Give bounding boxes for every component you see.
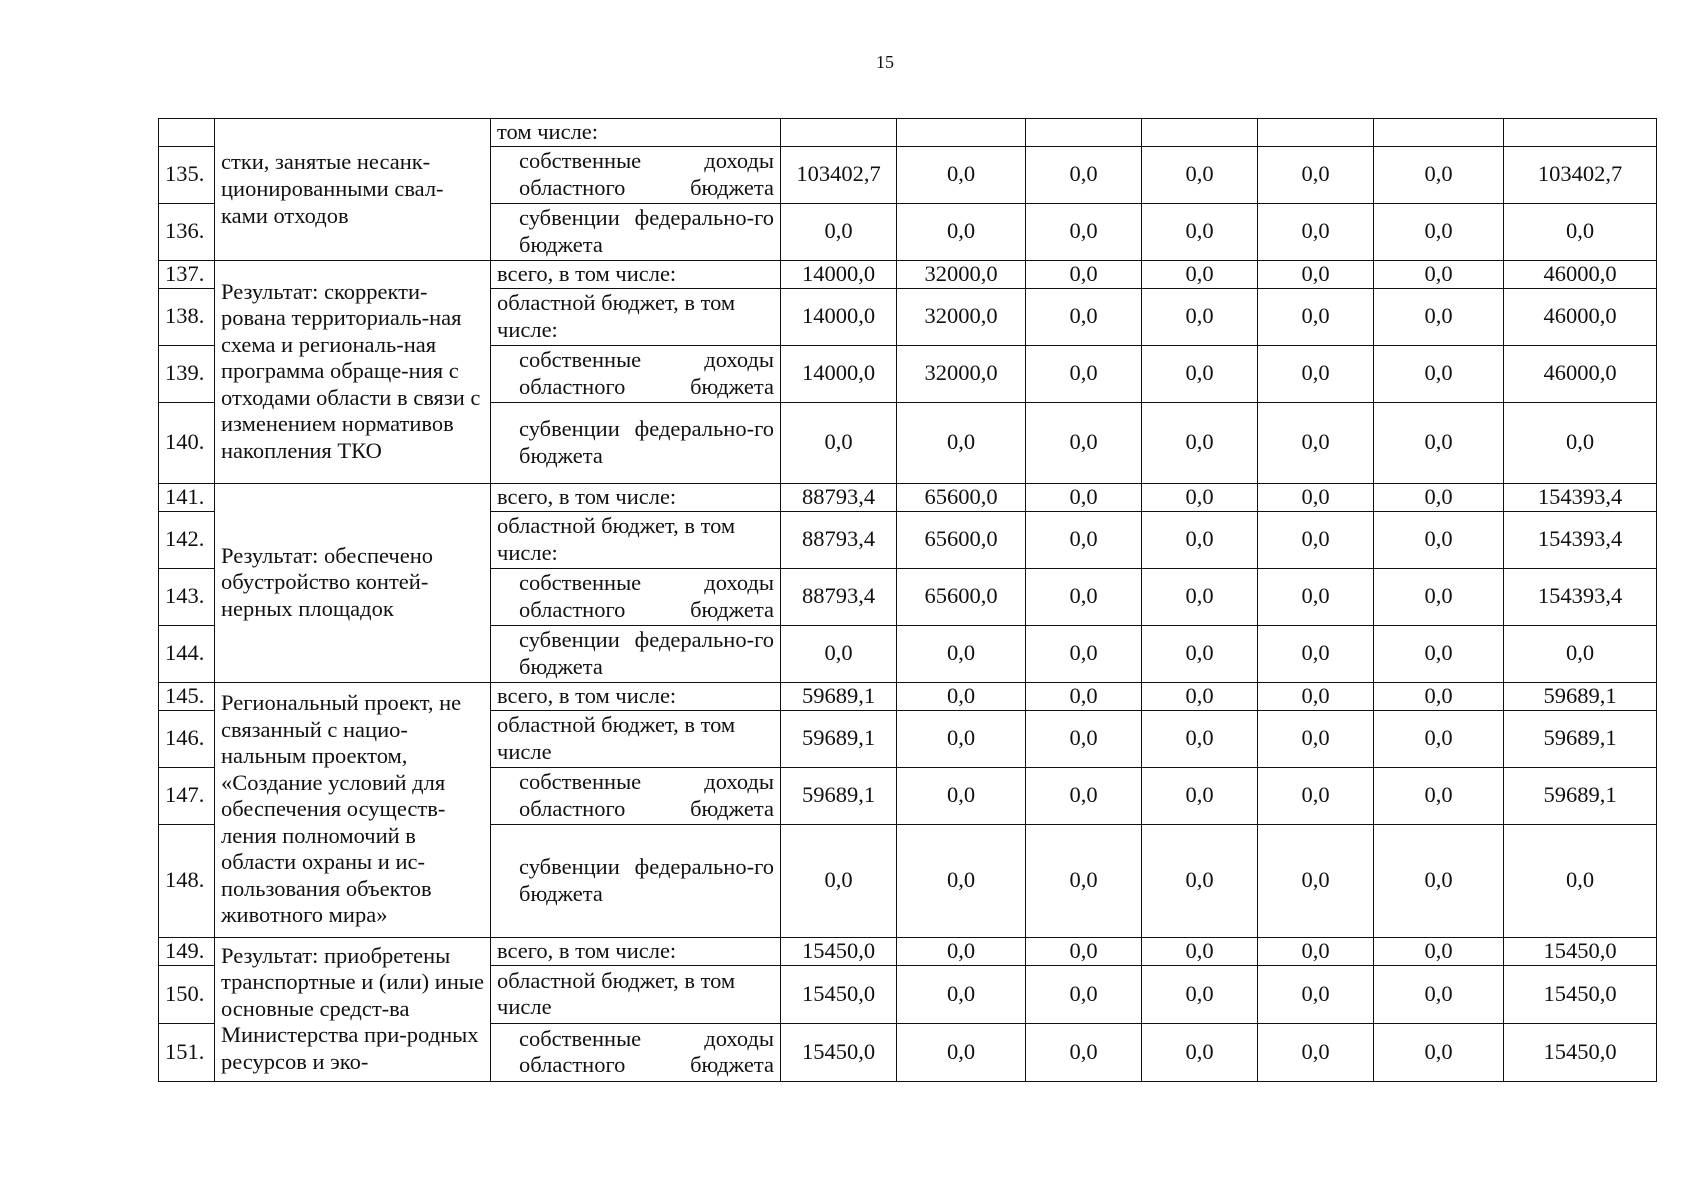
row-number: 142. [159,511,215,568]
year-value: 59689,1 [781,682,897,710]
funding-source: собственные доходы областного бюджета [491,345,781,402]
table-row [159,483,1657,511]
year-value: 0,0 [1142,260,1258,288]
year-value: 0,0 [1374,402,1504,483]
row-number: 151. [159,1023,215,1081]
row-number: 143. [159,568,215,625]
year-value: 65600,0 [897,511,1026,568]
page-number: 15 [876,52,894,72]
funding-source: субвенции федерально-го бюджета [491,402,781,483]
year-value: 0,0 [1026,937,1142,965]
result-description: Результат: обеспечено обустройство контей-нерных площадок [215,483,491,682]
total-value: 15450,0 [1504,937,1657,965]
funding-source: всего, в том числе: [491,682,781,710]
total-value: 103402,7 [1504,146,1657,203]
year-value: 0,0 [897,625,1026,682]
year-value: 0,0 [1142,682,1258,710]
table-row [159,682,1657,710]
year-value [781,119,897,147]
funding-source: собственные доходы областного бюджета [491,767,781,824]
year-value: 0,0 [1374,965,1504,1023]
funding-source: собственные доходы областного бюджета [491,146,781,203]
year-value: 0,0 [1258,345,1374,402]
year-value: 0,0 [1142,824,1258,937]
year-value: 0,0 [1374,288,1504,345]
funding-source: областной бюджет, в том числе: [491,288,781,345]
funding-source: собственные доходы областного бюджета [491,568,781,625]
row-number: 140. [159,402,215,483]
year-value: 15450,0 [781,937,897,965]
year-value: 0,0 [1142,146,1258,203]
year-value: 0,0 [1026,767,1142,824]
row-number: 146. [159,710,215,767]
year-value: 0,0 [1374,937,1504,965]
year-value: 0,0 [1026,625,1142,682]
result-description: стки, занятые несанк-ционированными свал-ками отходов [215,119,491,261]
year-value: 0,0 [1026,203,1142,260]
result-description: Результат: приобретены транспортные и (или) иные основные средст-ва Министерства при-родных ресурсов и эко- [215,937,491,1081]
year-value: 65600,0 [897,568,1026,625]
row-number: 135. [159,146,215,203]
year-value: 0,0 [1026,402,1142,483]
year-value: 0,0 [1142,1023,1258,1081]
year-value: 0,0 [1374,1023,1504,1081]
year-value: 0,0 [1142,965,1258,1023]
year-value: 0,0 [1258,824,1374,937]
funding-source: субвенции федерально-го бюджета [491,625,781,682]
year-value: 14000,0 [781,345,897,402]
year-value: 0,0 [897,710,1026,767]
year-value: 0,0 [1026,965,1142,1023]
year-value: 88793,4 [781,483,897,511]
year-value: 0,0 [897,937,1026,965]
year-value: 0,0 [1142,767,1258,824]
row-number [159,119,215,147]
year-value [1142,119,1258,147]
row-number: 141. [159,483,215,511]
total-value: 0,0 [1504,625,1657,682]
year-value [897,119,1026,147]
year-value: 0,0 [1026,824,1142,937]
total-value: 154393,4 [1504,568,1657,625]
year-value: 0,0 [1374,260,1504,288]
total-value: 59689,1 [1504,767,1657,824]
year-value: 0,0 [1258,146,1374,203]
year-value: 0,0 [897,824,1026,937]
year-value: 0,0 [1142,203,1258,260]
year-value: 0,0 [897,203,1026,260]
year-value: 0,0 [1258,767,1374,824]
total-value: 46000,0 [1504,260,1657,288]
total-value: 59689,1 [1504,710,1657,767]
year-value: 0,0 [1374,682,1504,710]
year-value: 0,0 [897,402,1026,483]
funding-source: областной бюджет, в том числе: [491,511,781,568]
row-number: 139. [159,345,215,402]
year-value: 0,0 [1142,625,1258,682]
year-value: 0,0 [1258,568,1374,625]
total-value: 154393,4 [1504,511,1657,568]
total-value: 15450,0 [1504,1023,1657,1081]
year-value: 0,0 [1374,824,1504,937]
year-value: 0,0 [897,767,1026,824]
year-value: 0,0 [897,682,1026,710]
year-value: 0,0 [1026,1023,1142,1081]
row-number: 148. [159,824,215,937]
year-value: 0,0 [1142,288,1258,345]
year-value: 0,0 [1026,568,1142,625]
year-value: 0,0 [1026,146,1142,203]
year-value: 0,0 [1258,937,1374,965]
row-number: 150. [159,965,215,1023]
year-value: 0,0 [1026,345,1142,402]
year-value: 0,0 [1374,345,1504,402]
total-value: 0,0 [1504,203,1657,260]
year-value: 0,0 [1258,483,1374,511]
funding-source: областной бюджет, в том числе [491,965,781,1023]
year-value: 0,0 [1258,511,1374,568]
year-value: 32000,0 [897,260,1026,288]
year-value: 32000,0 [897,288,1026,345]
year-value: 32000,0 [897,345,1026,402]
year-value: 0,0 [1258,260,1374,288]
year-value [1258,119,1374,147]
year-value: 0,0 [1026,483,1142,511]
year-value: 0,0 [781,203,897,260]
year-value: 15450,0 [781,965,897,1023]
table-row [159,937,1657,965]
total-value [1504,119,1657,147]
total-value: 59689,1 [1504,682,1657,710]
year-value: 65600,0 [897,483,1026,511]
year-value: 0,0 [1026,682,1142,710]
year-value [1374,119,1504,147]
year-value: 0,0 [1142,483,1258,511]
year-value: 0,0 [1142,937,1258,965]
year-value: 0,0 [781,824,897,937]
year-value: 0,0 [1142,402,1258,483]
year-value: 0,0 [781,402,897,483]
year-value: 0,0 [1142,511,1258,568]
year-value: 88793,4 [781,568,897,625]
total-value: 46000,0 [1504,345,1657,402]
year-value: 0,0 [1374,767,1504,824]
year-value: 0,0 [1142,710,1258,767]
year-value: 59689,1 [781,710,897,767]
funding-source: том числе: [491,119,781,147]
year-value: 0,0 [897,965,1026,1023]
row-number: 147. [159,767,215,824]
year-value: 0,0 [1374,568,1504,625]
funding-source: субвенции федерально-го бюджета [491,824,781,937]
year-value: 0,0 [781,625,897,682]
result-description: Региональный проект, не связанный с нацио-нальным проектом, «Создание условий для обеспечения осуществ-ления полномочий в области охраны и ис-пользования объектов животного мира» [215,682,491,937]
total-value: 0,0 [1504,824,1657,937]
year-value: 0,0 [1374,203,1504,260]
row-number: 138. [159,288,215,345]
year-value: 0,0 [1258,402,1374,483]
funding-source: субвенции федерально-го бюджета [491,203,781,260]
year-value [1026,119,1142,147]
year-value: 0,0 [1258,965,1374,1023]
row-number: 144. [159,625,215,682]
budget-table [158,118,1657,1082]
year-value: 59689,1 [781,767,897,824]
year-value: 103402,7 [781,146,897,203]
year-value: 14000,0 [781,260,897,288]
year-value: 0,0 [1142,568,1258,625]
row-number: 136. [159,203,215,260]
row-number: 149. [159,937,215,965]
total-value: 46000,0 [1504,288,1657,345]
year-value: 0,0 [1374,625,1504,682]
funding-source: собственные доходы областного бюджета [491,1023,781,1081]
total-value: 0,0 [1504,402,1657,483]
table-row [159,260,1657,288]
year-value: 0,0 [897,1023,1026,1081]
year-value: 0,0 [1258,710,1374,767]
year-value: 0,0 [1026,710,1142,767]
year-value: 0,0 [1026,260,1142,288]
year-value: 0,0 [1258,625,1374,682]
result-description: Результат: скорректи-рована территориаль-ная схема и региональ-ная программа обраще-ния с отходами области в связи с изменением нормативов накопления ТКО [215,260,491,483]
year-value: 0,0 [1258,1023,1374,1081]
funding-source: областной бюджет, в том числе [491,710,781,767]
year-value: 0,0 [1142,345,1258,402]
row-number: 137. [159,260,215,288]
funding-source: всего, в том числе: [491,483,781,511]
row-number: 145. [159,682,215,710]
year-value: 0,0 [1374,146,1504,203]
total-value: 15450,0 [1504,965,1657,1023]
year-value: 0,0 [1374,511,1504,568]
year-value: 0,0 [1026,511,1142,568]
year-value: 88793,4 [781,511,897,568]
year-value: 0,0 [1258,682,1374,710]
year-value: 0,0 [897,146,1026,203]
year-value: 0,0 [1374,483,1504,511]
funding-source: всего, в том числе: [491,937,781,965]
total-value: 154393,4 [1504,483,1657,511]
year-value: 14000,0 [781,288,897,345]
year-value: 0,0 [1374,710,1504,767]
year-value: 0,0 [1026,288,1142,345]
table-row [159,119,1657,147]
year-value: 0,0 [1258,288,1374,345]
year-value: 0,0 [1258,203,1374,260]
year-value: 15450,0 [781,1023,897,1081]
funding-source: всего, в том числе: [491,260,781,288]
